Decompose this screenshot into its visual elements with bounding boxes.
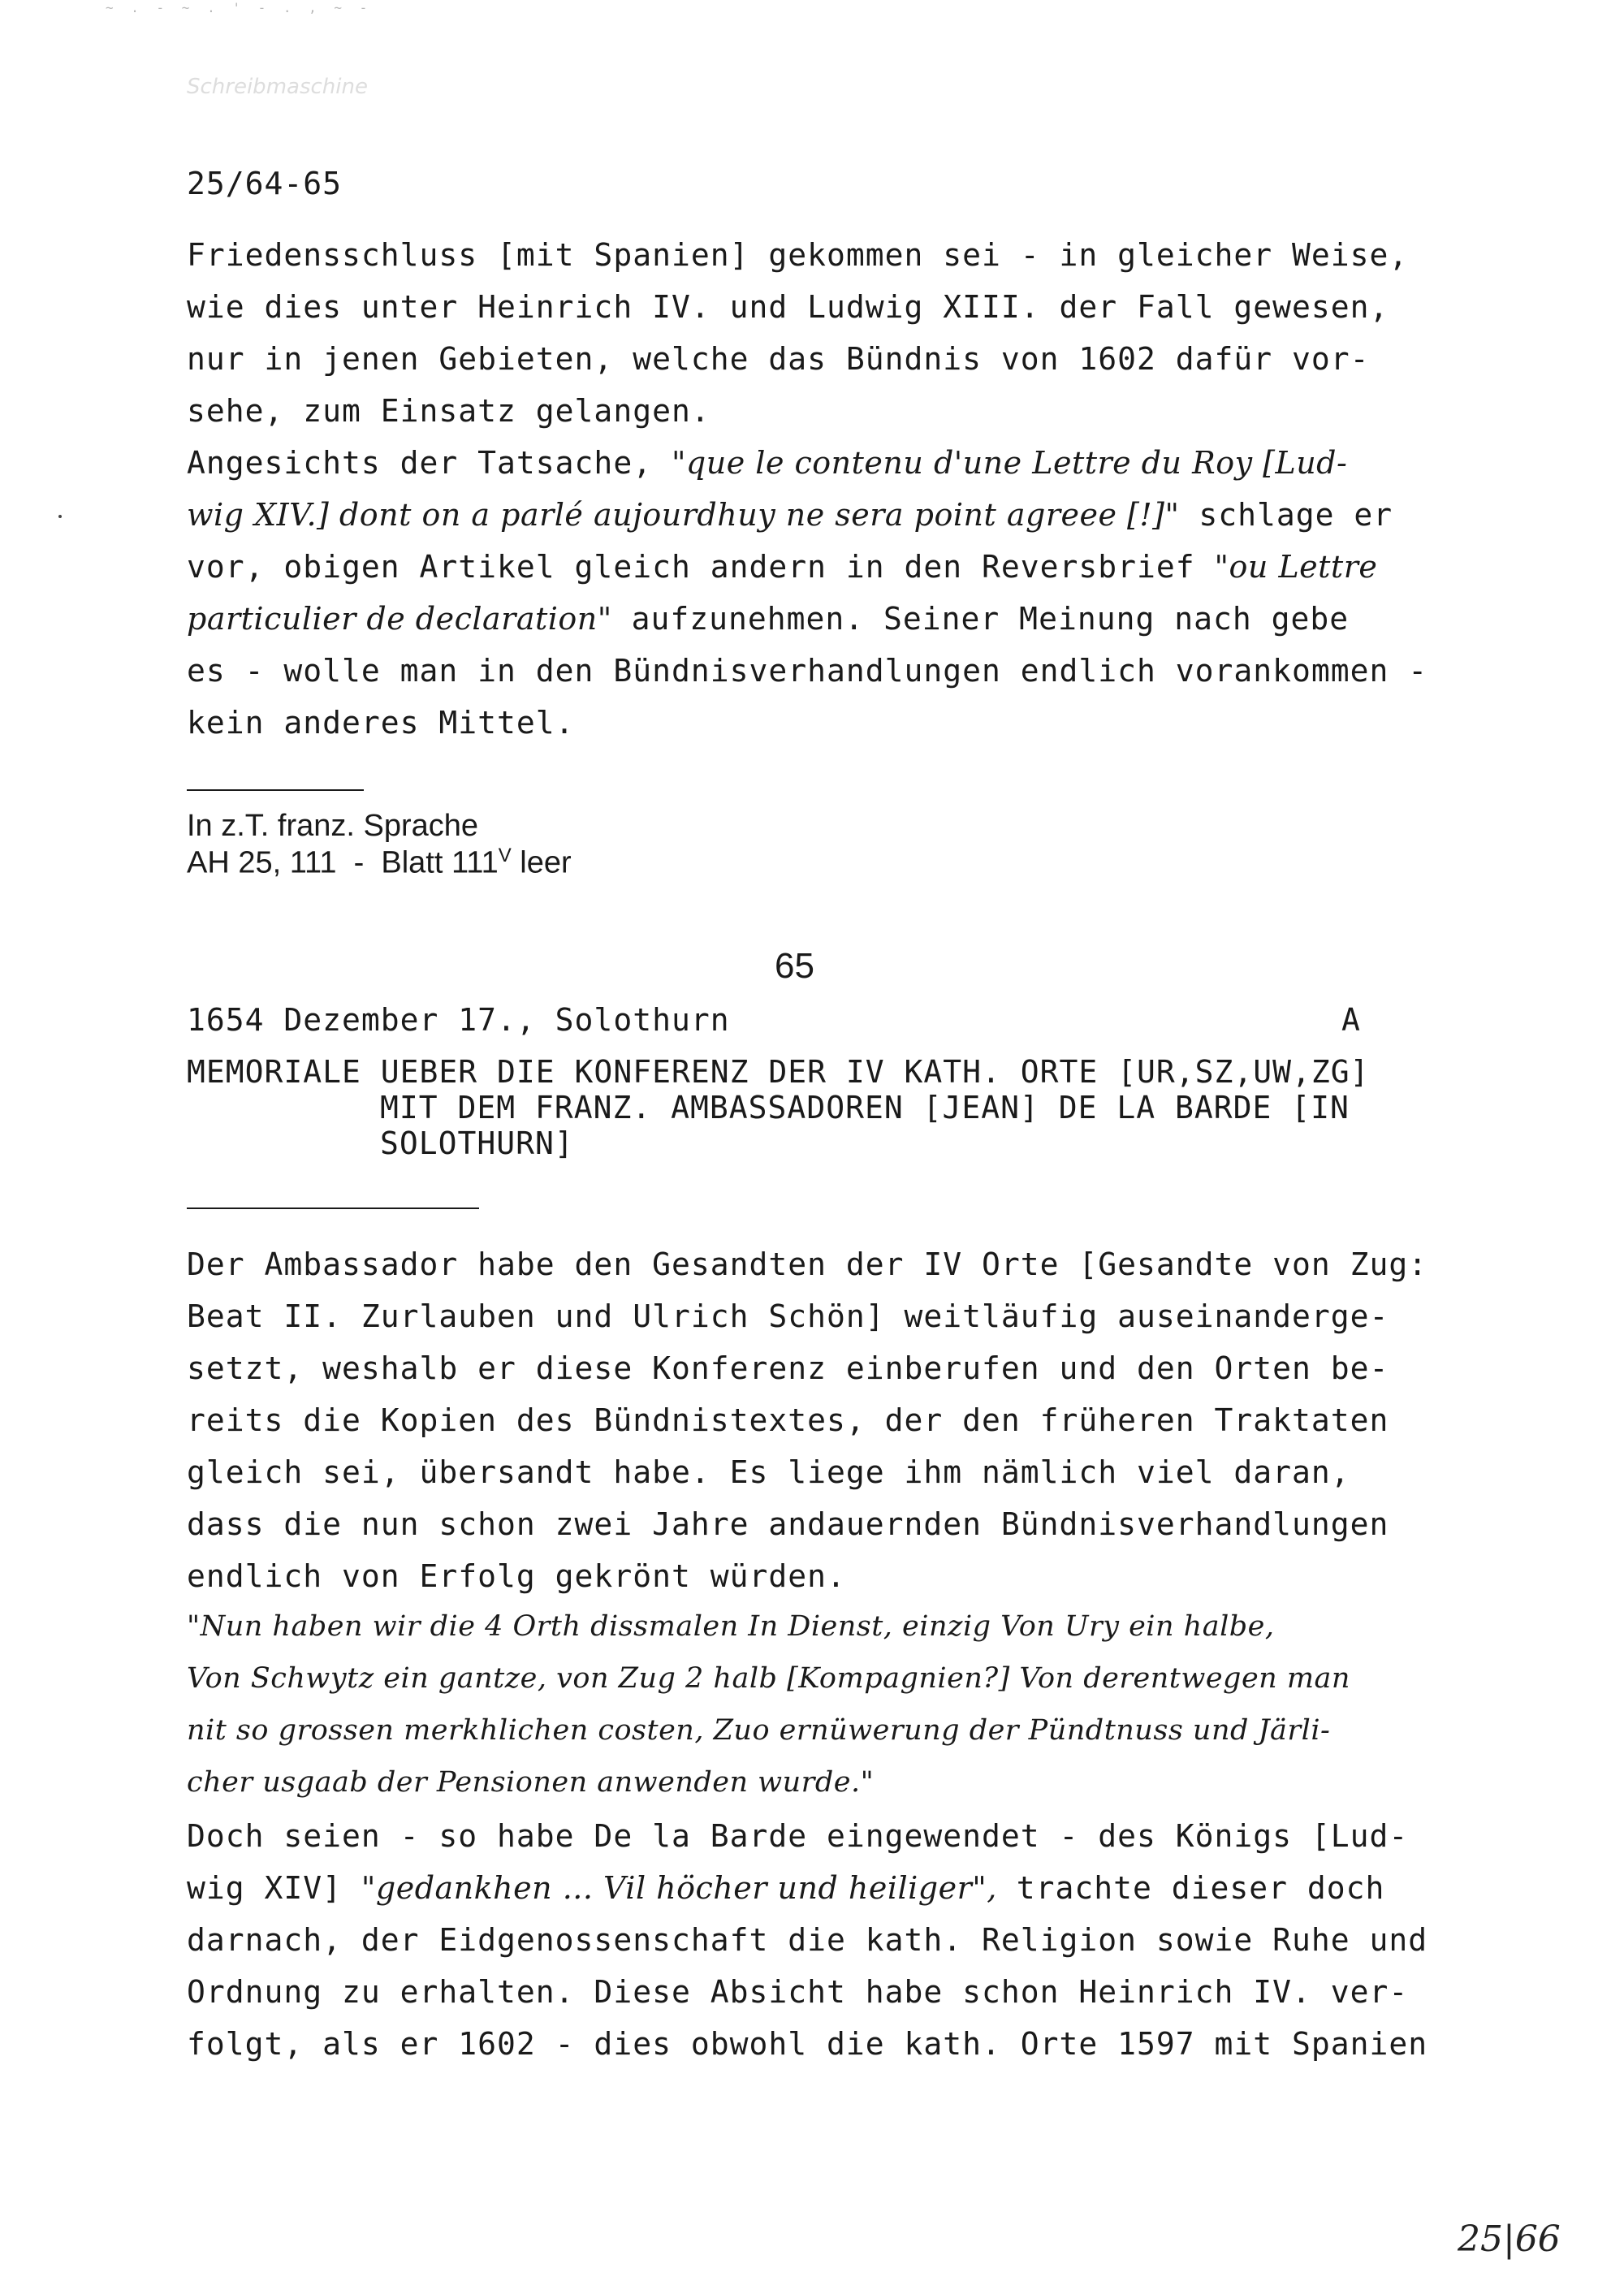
text-line: endlich von Erfolg gekrönt würden. [187, 1558, 846, 1594]
entry-title: MIT DEM FRANZ. AMBASSADOREN [JEAN] DE LA BARDE [IN [380, 1090, 1350, 1125]
text-line: Doch seien - so habe De la Barde eingewendet - des Königs [Lud- [187, 1818, 1409, 1854]
text-line: Angesichts der Tatsache, "que le contenu d'une Lettre du Roy [Lud- [187, 445, 1348, 481]
quote-line: cher usgaab der Pensionen anwenden wurde." [187, 1766, 875, 1799]
entry-date-place: 1654 Dezember 17., Solothurn [187, 1002, 730, 1038]
entry-number: 65 [775, 946, 814, 986]
section-rule [187, 1207, 479, 1209]
source-note: AH 25, 111 - Blatt $111^V$ leer [187, 845, 572, 880]
entry-title: SOLOTHURN] [380, 1125, 574, 1161]
quote-line: Von Schwytz ein gantze, von Zug 2 halb [Kompagnien?] Von derentwegen man [187, 1662, 1350, 1695]
french-quote: particulier de declaration" [187, 601, 612, 637]
french-quote: "que le contenu d'une Lettre du Roy [Lud- [671, 445, 1348, 481]
text-line: Friedensschluss [mit Spanien] gekommen sei - in gleicher Weise, [187, 237, 1409, 273]
entry-title: MEMORIALE UEBER DIE KONFERENZ DER IV KATH. ORTE [UR,SZ,UW,ZG] [187, 1054, 1370, 1090]
source-note: In z.T. franz. Sprache [187, 809, 479, 843]
text-line: setzt, weshalb er diese Konferenz einberufen und den Orten be- [187, 1350, 1389, 1386]
text-line: kein anderes Mittel. [187, 705, 575, 741]
text-line: Beat II. Zurlauben und Ulrich Schön] weitläufig auseinanderge- [187, 1298, 1389, 1334]
french-quote: "ou Lettre [1214, 549, 1378, 585]
faded-stamp: Schreibmaschine [187, 75, 368, 99]
quote-inline: "gedankhen ... Vil höcher und heiliger", [361, 1870, 997, 1906]
text-line: Der Ambassador habe den Gesandten der IV Orte [Gesandte von Zug: [187, 1246, 1428, 1282]
text-line: vor, obigen Artikel gleich andern in den Reversbrief "ou Lettre [187, 549, 1378, 585]
entry-marker: A [1341, 1002, 1361, 1038]
page-reference: 25/64-65 [187, 166, 343, 201]
text-line: dass die nun schon zwei Jahre andauernden Bündnisverhandlungen [187, 1506, 1389, 1542]
text-line: Ordnung zu erhalten. Diese Absicht habe schon Heinrich IV. ver- [187, 1974, 1409, 2010]
text-line: es - wolle man in den Bündnisverhandlungen endlich vorankommen - [187, 653, 1428, 689]
text-line: nur in jenen Gebieten, welche das Bündnis von 1602 dafür vor- [187, 341, 1370, 377]
text-line: wig XIV.] dont on a parlé aujourdhuy ne sera point agreee [!]" schlage er [187, 497, 1393, 533]
text-line: particulier de declaration" aufzunehmen. Seiner Meinung nach gebe [187, 601, 1350, 637]
text-line: reits die Kopien des Bündnistextes, der den früheren Traktaten [187, 1402, 1389, 1438]
text-line: gleich sei, übersandt habe. Es liege ihm nämlich viel daran, [187, 1454, 1350, 1490]
text-line: sehe, zum Einsatz gelangen. [187, 393, 710, 429]
quote-line: "Nun haben wir die 4 Orth dissmalen In Dienst, einzig Von Ury ein halbe, [187, 1610, 1275, 1643]
margin-mark [58, 515, 62, 518]
handwritten-folio: 25|66 [1458, 2218, 1561, 2260]
scan-noise: ~ . - ~ . ' - . , ~ - [106, 0, 373, 15]
text-line: wie dies unter Heinrich IV. und Ludwig XIII. der Fall gewesen, [187, 289, 1389, 325]
text-line: darnach, der Eidgenossenschaft die kath. Religion sowie Ruhe und [187, 1922, 1428, 1958]
footnote-rule [187, 789, 364, 791]
quote-line: nit so grossen merkhlichen costen, Zuo ernüwerung der Pündtnuss und Järli- [187, 1714, 1331, 1747]
text-line: folgt, als er 1602 - dies obwohl die kath. Orte 1597 mit Spanien [187, 2026, 1428, 2062]
text-line: wig XIV] "gedankhen ... Vil höcher und heiliger", trachte dieser doch [187, 1870, 1385, 1906]
french-quote: wig XIV.] dont on a parlé aujourdhuy ne sera point agreee [!]" [187, 497, 1180, 533]
